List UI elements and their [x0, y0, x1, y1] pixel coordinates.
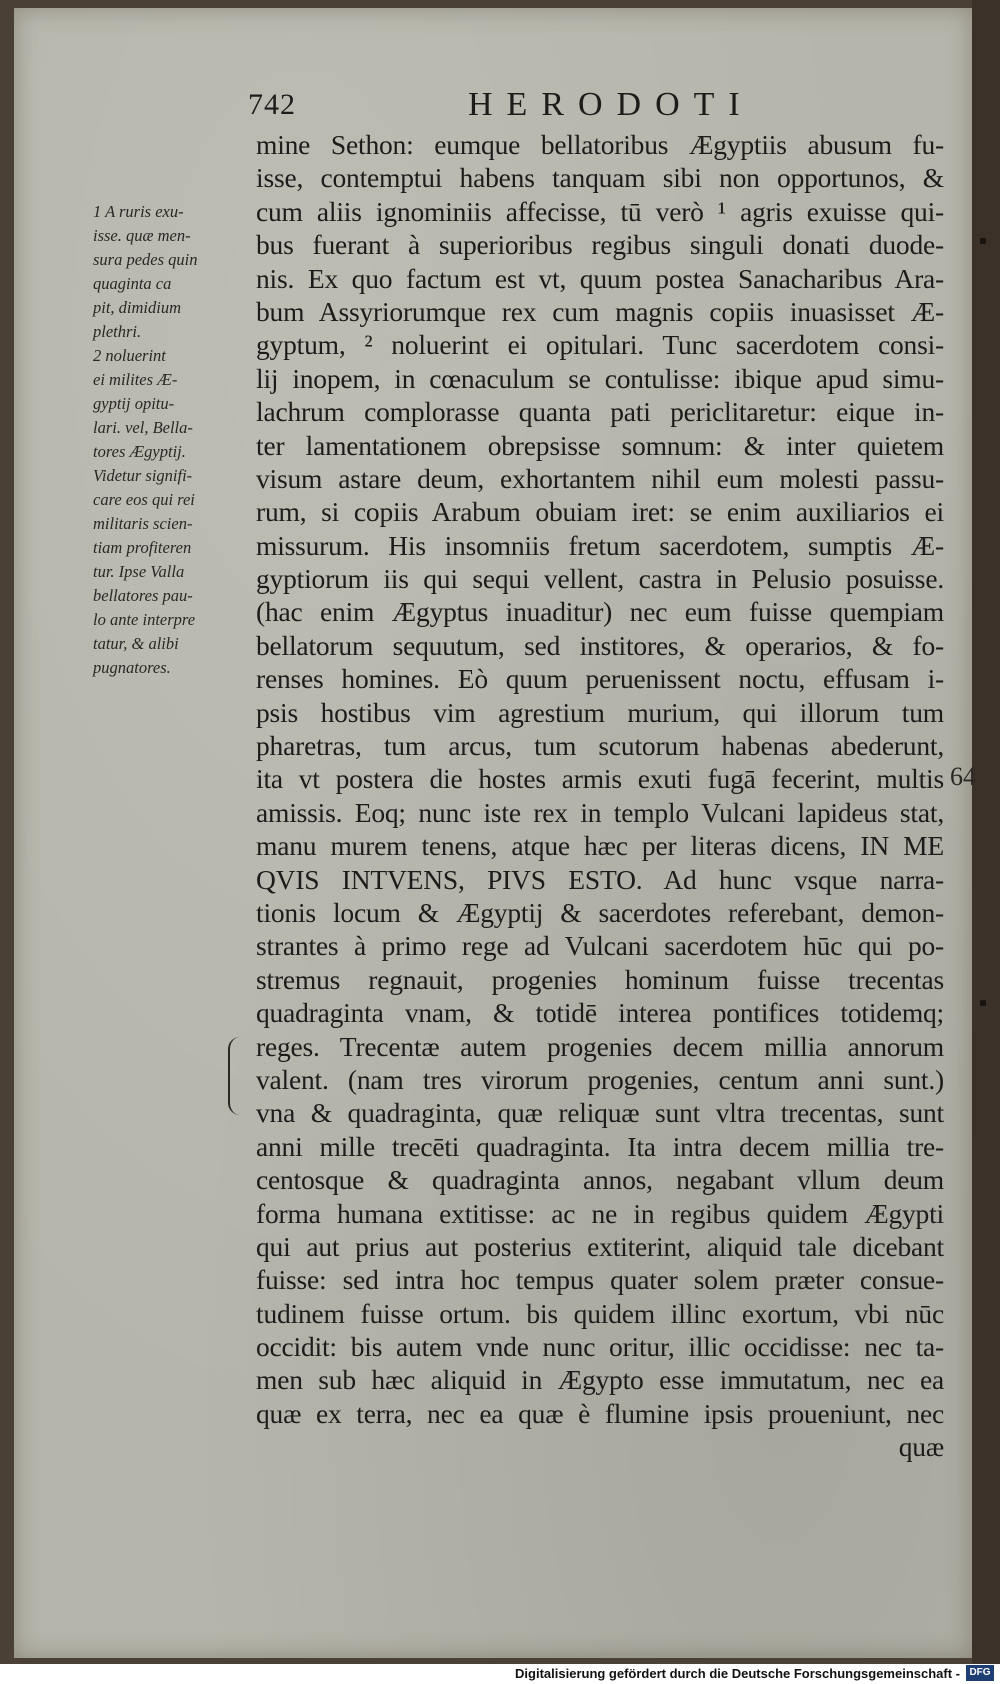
- margin-note-line: 1 A ruris exu-: [93, 202, 184, 221]
- text-line: centosque & quadraginta annos, negabant vllum deum: [256, 1164, 944, 1196]
- text-line: quæ ex terra, nec ea quæ è flumine ipsis proueniunt, nec: [256, 1397, 944, 1429]
- margin-note-line: plethri.: [93, 322, 142, 341]
- text-line: lij inopem, in cœnaculum se contulisse: ibique apud simu-: [256, 362, 944, 394]
- margin-note-line: tores Ægyptij.: [93, 442, 186, 461]
- margin-note-line: tatur, & alibi: [93, 634, 179, 653]
- text-line: pharetras, tum arcus, tum scutorum habenas abederunt,: [256, 730, 944, 762]
- text-line: tionis locum & Ægyptij & sacerdotes referebant, demon-: [256, 896, 944, 928]
- margin-note-line: ei milites Æ-: [93, 370, 178, 389]
- margin-note-line: pit, dimidium: [93, 298, 182, 317]
- text-line: fuisse: sed intra hoc tempus quater solem præter consue-: [256, 1264, 944, 1296]
- text-line: forma humana extitisse: ac ne in regibus quidem Ægypti: [256, 1197, 944, 1229]
- text-line: missurum. His insomniis fretum sacerdotem, sumptis Æ-: [256, 529, 944, 561]
- text-line: quadraginta vnam, & totidē interea pontifices totidemq;: [256, 997, 944, 1029]
- section-number: 64: [950, 762, 976, 791]
- margin-note-line: pugnatores.: [93, 658, 171, 677]
- margin-note-line: Videtur signifi-: [93, 466, 193, 485]
- margin-note-line: isse. quæ men-: [93, 226, 191, 245]
- dfg-logo: DFG: [966, 1665, 994, 1681]
- text-line: strantes à primo rege ad Vulcani sacerdotem hūc qui po-: [256, 930, 944, 962]
- margin-note-line: care eos qui rei: [93, 490, 195, 509]
- text-line: vna & quadraginta, quæ reliquæ sunt vltra trecentas, sunt: [256, 1097, 944, 1129]
- text-line: amissis. Eoq; nunc iste rex in templo Vulcani lapideus stat,: [256, 796, 944, 828]
- text-line: reges. Trecentæ autem progenies decem millia annorum: [256, 1030, 944, 1062]
- text-line: bellatorum sequutum, sed institores, & operarios, & fo-: [256, 629, 944, 661]
- text-line: rum, si copiis Arabum obuiam iret: se enim auxiliarios ei: [256, 496, 944, 528]
- margin-note-line: quaginta ca: [93, 274, 172, 293]
- margin-note-line: gyptij opitu-: [93, 394, 175, 413]
- margin-notes: [93, 200, 249, 680]
- text-line: isse, contemptui habens tanquam sibi non opportunos, &: [256, 162, 944, 194]
- body-text: [256, 128, 944, 1464]
- edge-mark: [980, 238, 986, 244]
- text-line: quæ: [898, 1431, 944, 1463]
- edge-mark: [980, 1000, 986, 1006]
- text-line: lachrum complorasse quanta pati periclitaretur: eique in-: [256, 396, 944, 428]
- margin-note-line: tiam profiteren: [93, 538, 192, 557]
- text-line: qui aut prius aut posterius extiterint, aliquid tale dicebant: [256, 1230, 944, 1262]
- running-head: HERODOTI: [468, 86, 754, 123]
- text-line: renses homines. Eò quum peruenissent noctu, effusam i-: [256, 663, 944, 695]
- text-line: ita vt postera die hostes armis exuti fugā fecerint, multis: [256, 763, 944, 795]
- margin-note-line: militaris scien-: [93, 514, 193, 533]
- footer-credit: Digitalisierung gefördert durch die Deutsche Forschungsgemeinschaft -: [515, 1666, 960, 1681]
- margin-bracket: [228, 1037, 240, 1115]
- text-line: psis hostibus vim agrestium murium, qui illorum tum: [256, 696, 944, 728]
- footer: [0, 1664, 1000, 1684]
- text-line: bus fuerant à superioribus regibus singuli donati duode-: [256, 229, 944, 261]
- text-line: anni mille trecēti quadraginta. Ita intra decem millia tre-: [256, 1130, 944, 1162]
- text-line: men sub hæc aliquid in Ægypto esse immutatum, nec ea: [256, 1364, 944, 1396]
- text-line: occidit: bis autem vnde nunc oritur, illic occidisse: nec ta-: [256, 1331, 944, 1363]
- text-line: manu murem tenens, atque hæc per literas dicens, IN ME: [256, 830, 944, 862]
- margin-note-line: tur. Ipse Valla: [93, 562, 185, 581]
- text-line: ter lamentationem obrepsisse somnum: & inter quietem: [256, 429, 944, 461]
- page-number: 742: [248, 88, 296, 121]
- text-line: mine Sethon: eumque bellatoribus Ægyptiis abusum fu-: [256, 129, 944, 160]
- text-line: gyptum, ² noluerint ei opitulari. Tunc sacerdotem consi-: [256, 329, 944, 361]
- margin-note-line: sura pedes quin: [93, 250, 198, 269]
- page-header: [248, 88, 948, 128]
- text-line: QVIS INTVENS, PIVS ESTO. Ad hunc vsque narra-: [256, 863, 944, 895]
- margin-note-line: bellatores pau-: [93, 586, 193, 605]
- margin-note-line: lo ante interpre: [93, 610, 196, 629]
- text-line: cum aliis ignominiis affecisse, tū verò ¹ agris exuisse qui-: [256, 195, 944, 227]
- margin-note-line: 2 noluerint: [93, 346, 166, 365]
- text-line: tudinem fuisse ortum. bis quidem illinc exortum, vbi nūc: [256, 1297, 944, 1329]
- text-line: bum Assyriorumque rex cum magnis copiis inuasisset Æ-: [256, 295, 944, 327]
- text-line: valent. (nam tres virorum progenies, centum anni sunt.): [256, 1063, 944, 1095]
- text-line: stremus regnauit, progenies hominum fuisse trecentas: [256, 963, 944, 995]
- text-line: nis. Ex quo factum est vt, quum postea Sanacharibus Ara-: [256, 262, 944, 294]
- book-edge: [972, 0, 1000, 1664]
- text-line: gyptiorum iis qui sequi vellent, castra in Pelusio posuisse.: [256, 563, 944, 595]
- text-line: (hac enim Ægyptus inuaditur) nec eum fuisse quempiam: [256, 596, 944, 628]
- text-line: visum astare deum, exhortantem nihil eum molesti passu-: [256, 462, 944, 494]
- margin-note-line: lari. vel, Bella-: [93, 418, 193, 437]
